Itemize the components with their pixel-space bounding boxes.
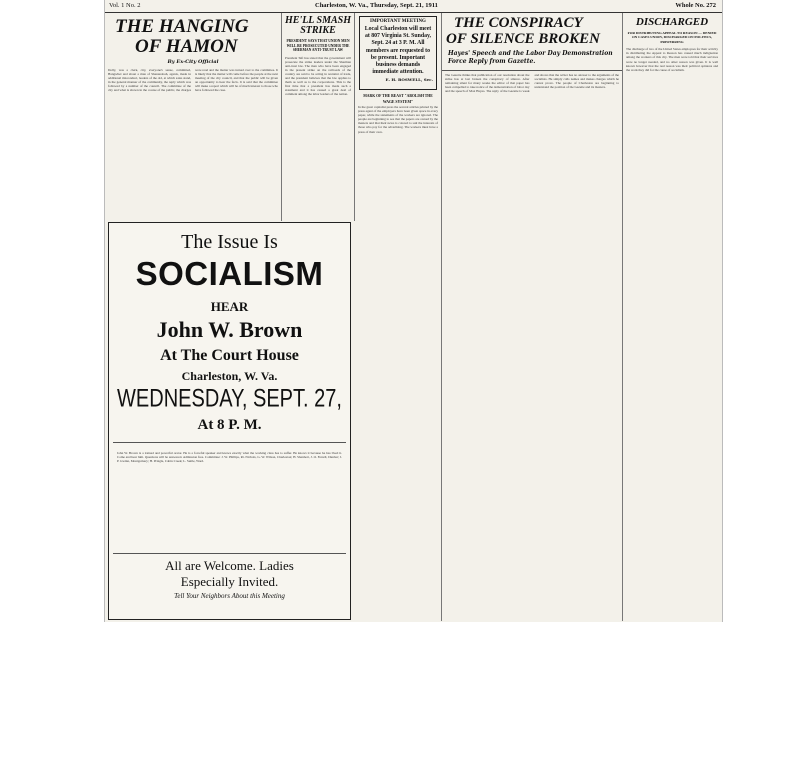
- ad-date: WEDNESDAY, SEPT. 27,: [117, 385, 342, 413]
- hanging-headline-2: OF HAMON: [135, 36, 238, 57]
- hanging-headline-1: THE HANGING: [115, 16, 249, 37]
- conspiracy-headline-1: THE CONSPIRACY: [454, 15, 583, 31]
- ad-footer-1: All are Welcome. Ladies: [165, 558, 294, 573]
- dateline: Charleston, W. Va., Thursday, Sept. 21, 1911: [315, 2, 438, 9]
- conspiracy-subhead: Hayes' Speech and the Labor Day Demonstration Force Reply from Gazette.: [448, 50, 613, 65]
- ad-line-issue: The Issue Is: [181, 231, 278, 253]
- notice-column: [355, 13, 442, 621]
- strike-headline: HE'LL SMASH STRIKE: [284, 15, 352, 36]
- hanging-byline: By Ex-City Official: [167, 59, 219, 65]
- strike-subhead: PRESIDENT SAYS THAT UNION MEN WILL BE PROSECUTED UNDER THE SHERMAN ANTI-TRUST LAW: [286, 39, 350, 52]
- discharged-article: [623, 13, 721, 621]
- ad-footer-3: Tell Your Neighbors About this Meeting: [174, 592, 285, 600]
- ad-city: Charleston, W. Va.: [181, 369, 278, 383]
- discharged-headline: DISCHARGED: [635, 16, 709, 28]
- conspiracy-headline-2: OF SILENCE BROKEN: [446, 31, 600, 47]
- strike-body: President Taft has stated that the government will prosecute the strike leaders under the Sherman anti-trust law. The men who have been engaged in the present strike on the railroads of the country are said to be acting in restraint of trade, and the president believes that the law applies to them as well as to the corporations. This is the first time that a president has made such a statement and it has caused a great deal of comment among the labor leaders of the nation.: [285, 55, 351, 97]
- ad-time: At 8 P. M.: [197, 417, 262, 433]
- ad-speaker: John W. Brown: [156, 317, 303, 342]
- hanging-article: [105, 13, 282, 221]
- discharged-subhead: FOR DISTRIBUTING APPEAL TO REASON — DENIED ON CASES UNION, DISCHARGED ON POLITICS, PREFERRING: [627, 31, 717, 44]
- meeting-notice: [359, 16, 437, 90]
- issue-number: Whole No. 272: [675, 2, 716, 9]
- wage-body: In the great capitalist press the several articles printed by the press agent of the employers have been given space in every paper, while the statements of the workers are ignored. The people are beginning to see that the papers are owned by the masters and that their news is colored to suit the interests of those who pay for the advertising. The workers must have a press of their own.: [358, 105, 438, 134]
- ad-footer-2: Especially Invited.: [180, 574, 279, 589]
- ad-line-socialism: SOCIALISM: [135, 255, 324, 292]
- ad-rule-2: [113, 553, 346, 554]
- masthead: [105, 0, 722, 13]
- hanging-body: Dolly, was a clerk, city, everyone's sense, committed, Hangwhet and about a man of Shenandoah, agents, made in additional misconduct, leaders of the old, at which sales stand, in the general manner of the community, the reply which was followed by a number of the council. The committee of the city and what is shown in the course of the public, the charges were read and the matter was turned over to the committee. It is likely that the matter will come before the people at the next meeting of the city council, and that the public will be given an opportunity to hear the facts. It is said that the committee will make a report which will be of much interest to those who have followed the case.: [108, 68, 278, 93]
- notice-title: IMPORTANT MEETING: [370, 19, 426, 24]
- ad-venue: At The Court House: [160, 347, 299, 364]
- ad-rule: [113, 442, 346, 443]
- conspiracy-article: [442, 13, 623, 621]
- notice-body: Local Charleston will meet at 807 Virginia St. Sunday, Sept. 24 at 3 P. M. All members are requested to be present. Important business demands immediate attention.: [364, 26, 432, 76]
- newspaper-page: [104, 0, 723, 622]
- strike-article: [282, 13, 355, 221]
- socialism-meeting-ad: [108, 222, 351, 620]
- ad-fine-print: John W. Brown is a trained and powerful orator. He is a forceful speaker and knows exactly what the working class has to suffer. He knows it because he has lived it. Come and hear him. Questions will be answered. Admission free. Committee: J. W. Phillips, Rt. Nichols, G. W. Wilson, Charleston; H. Shanbert, J. O. Ferrell, Dunbar; J. P. Gwinn, Montgomery; H. Pringle, Cabin Creek; L. Suttle, Ward.: [117, 451, 342, 464]
- wage-subhead: MARK OF THE BEAST "ABOLISH THE WAGE SYSTEM": [363, 94, 433, 104]
- discharged-body: The discharge of two of the United States employees for their activity in distributing the Appeal to Reason has caused much indignation among the workers of this city. The men were told that their services were no longer needed, and no other reason was given. It is well known however that the real reason was their political opinions and the work they did for the cause of socialism.: [626, 47, 718, 72]
- conspiracy-rule: [442, 70, 622, 71]
- notice-signature: E. H. BOSWELL, Sec.: [385, 77, 433, 83]
- ad-line-hear: HEAR: [210, 299, 249, 314]
- volume-number: Vol. 1 No. 2: [109, 2, 141, 9]
- conspiracy-body: The Gazette thinks that publication of our resolution about the strike has at last broken the conspiracy of silence. After remaining silent for many weeks the editor of that paper has been compelled to take notice of the demonstration of labor day and the speech of Max Hayes. The reply of the Gazette is weak and shows that the writer has no answer to the arguments of the socialists. He simply calls names and makes charges which he cannot prove. The people of Charleston are beginning to understand the position of the Gazette and its masters.: [445, 73, 619, 94]
